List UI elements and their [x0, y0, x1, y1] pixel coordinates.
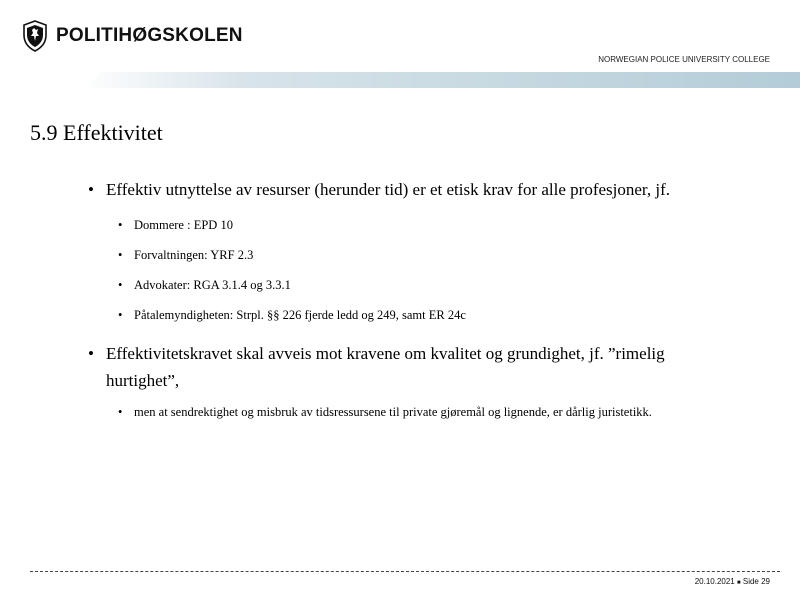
bullet-marker: •	[88, 180, 94, 199]
footer-page: Side 29	[742, 577, 770, 586]
bullet-1-text: Effektiv utnyttelse av resurser (herunder tid) er et etisk krav for alle profesjoner, jf.	[106, 180, 671, 199]
footer-divider	[30, 571, 780, 572]
footer-separator: ■	[737, 580, 741, 586]
org-name: POLITIHØGSKOLEN	[56, 25, 243, 46]
sub-bullet-marker: •	[118, 405, 123, 419]
sub-bullet-1-1-text: Dommere : EPD 10	[134, 218, 233, 232]
footer	[695, 577, 770, 586]
bullet-2	[88, 340, 788, 394]
sub-bullet-1-2	[118, 247, 788, 263]
police-crest-icon	[22, 20, 48, 52]
sub-bullet-1-2-text: Forvaltningen: YRF 2.3	[134, 248, 254, 262]
bullet-marker: •	[88, 344, 94, 363]
bullet-2-line-2: hurtighet”,	[106, 371, 180, 390]
header-band	[0, 72, 800, 88]
bullet-2-line-1: Effektivitetskravet skal avveis mot kravene om kvalitet og grundighet, jf. ”rimelig	[106, 344, 665, 363]
sub-bullet-1-1	[118, 217, 788, 233]
sub-bullet-1-3	[118, 277, 788, 293]
sub-bullet-marker: •	[118, 218, 123, 232]
sub-bullet-1-3-text: Advokater: RGA 3.1.4 og 3.3.1	[134, 278, 291, 292]
sub-bullet-1-4-text: Påtalemyndigheten: Strpl. §§ 226 fjerde ledd og 249, samt ER 24c	[134, 308, 466, 322]
slide-title: 5.9 Effektivitet	[30, 120, 163, 145]
footer-date: 20.10.2021	[694, 577, 735, 586]
bullet-1	[88, 176, 788, 203]
sub-bullet-marker: •	[118, 278, 123, 292]
header-band-cutout	[0, 72, 100, 88]
tagline: NORWEGIAN POLICE UNIVERSITY COLLEGE	[598, 55, 770, 64]
sub-bullet-marker: •	[118, 248, 123, 262]
sub-bullet-2-1-text: men at sendrektighet og misbruk av tidsressursene til private gjøremål og lignende, er dårlig juristetikk.	[134, 405, 652, 419]
logo	[22, 20, 243, 52]
sub-bullet-marker: •	[118, 308, 123, 322]
sub-bullet-1-4	[118, 307, 788, 323]
sub-bullet-2-1	[118, 404, 788, 420]
slide-content	[88, 176, 788, 420]
